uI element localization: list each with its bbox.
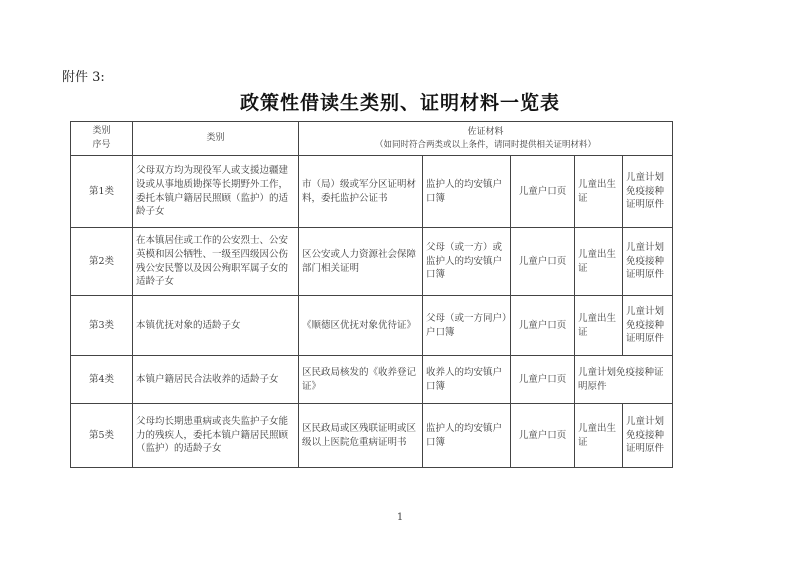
row-material-3: 儿童户口页 [511,356,575,404]
row-material-4: 儿童出生证 [575,296,623,356]
header-materials-line2: （如同时符合两类或以上条件，请同时提供相关证明材料） [375,139,597,150]
table-row [71,156,673,228]
row-material-1: 市（局）级或军分区证明材料，委托监护公证书 [299,156,423,228]
row-material-3: 儿童户口页 [511,404,575,468]
row-seq: 第2类 [71,228,133,296]
row-category: 父母均长期患重病或丧失监护子女能力的残疾人，委托本镇户籍居民照顾（监护）的适龄子女 [133,404,299,468]
row-category: 本镇户籍居民合法收养的适龄子女 [133,356,299,404]
table-header-row [71,122,673,156]
row-seq: 第3类 [71,296,133,356]
table-row [71,228,673,296]
category-table [70,121,673,468]
row-category: 父母双方均为现役军人或支援边疆建设或从事地质勘探等长期野外工作，委托本镇户籍居民照顾（监护）的适龄子女 [133,156,299,228]
row-material-2: 监护人的均安镇户口簿 [423,156,511,228]
document-title: 政策性借读生类别、证明材料一览表 [239,92,560,114]
header-seq-line2: 序号 [92,139,111,150]
header-materials-line1: 佐证材料 [467,126,504,137]
header-seq-cell [71,122,133,156]
row-material-5: 儿童计划免疫接种证明原件 [623,156,673,228]
row-material-1: 区民政局核发的《收养登记证》 [299,356,423,404]
row-seq: 第1类 [71,156,133,228]
table-row [71,404,673,468]
row-material-5: 儿童计划免疫接种证明原件 [623,404,673,468]
row-material-4: 儿童出生证 [575,228,623,296]
row-material-4: 儿童出生证 [575,404,623,468]
row-material-2: 收养人的均安镇户口簿 [423,356,511,404]
header-seq-line1: 类别 [92,126,111,137]
table-row [71,296,673,356]
row-material-2: 父母（或一方）或监护人的均安镇户口簿 [423,228,511,296]
row-material-3: 儿童户口页 [511,228,575,296]
row-material-3: 儿童户口页 [511,156,575,228]
row-material-5: 儿童计划免疫接种证明原件 [623,228,673,296]
row-seq: 第4类 [71,356,133,404]
attachment-label: 附件 3: [62,70,105,85]
row-material-5: 儿童计划免疫接种证明原件 [623,296,673,356]
header-materials-cell [299,122,673,156]
row-material-1: 区公安或人力资源社会保障部门相关证明 [299,228,423,296]
row-material-2: 监护人的均安镇户口簿 [423,404,511,468]
header-category-cell: 类别 [133,122,299,156]
row-material-3: 儿童户口页 [511,296,575,356]
table-row [71,356,673,404]
row-category: 本镇优抚对象的适龄子女 [133,296,299,356]
row-seq: 第5类 [71,404,133,468]
row-material-2: 父母（或一方同户）户口簿 [423,296,511,356]
row-category: 在本镇居住或工作的公安烈士、公安英模和因公牺牲、一级至四级因公伤残公安民警以及因公殉职军属子女的适龄子女 [133,228,299,296]
row-material-4: 儿童计划免疫接种证明原件 [575,356,673,404]
row-material-4: 儿童出生证 [575,156,623,228]
row-material-1: 区民政局或区残联证明或区级以上医院危重病证明书 [299,404,423,468]
row-material-1: 《顺德区优抚对象优待证》 [299,296,423,356]
page-number: 1 [396,512,404,523]
